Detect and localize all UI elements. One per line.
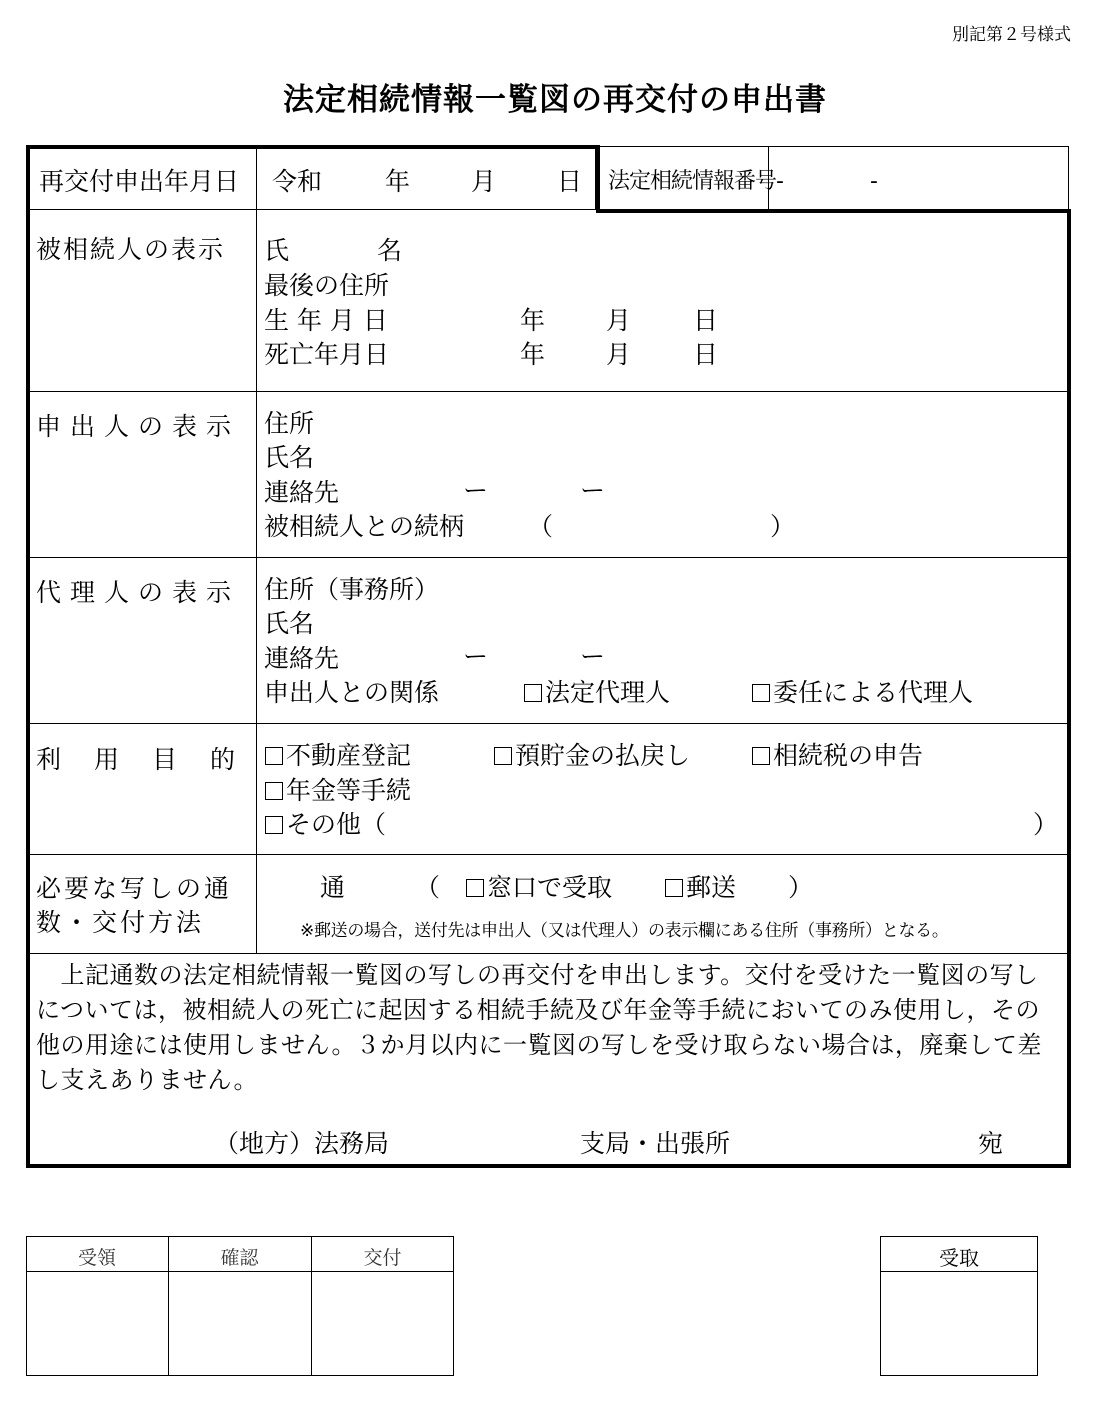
contact-dash: ー: [463, 642, 489, 671]
branch-label: 支局・出張所: [580, 1129, 731, 1158]
checkbox-delegated-agent[interactable]: [752, 678, 973, 708]
frame-step-horizontal: [596, 209, 1071, 213]
frame-top-left: [26, 145, 600, 149]
frame-step-vertical: [596, 145, 600, 213]
checkbox-pension[interactable]: [265, 776, 411, 806]
confirmed-stamp-area[interactable]: [169, 1272, 311, 1375]
decedent-death-label: 死亡年月日: [264, 340, 390, 369]
tax-label: 相続税の申告: [773, 741, 924, 770]
frame-bottom: [26, 1164, 1071, 1168]
agent-name: 氏名: [264, 609, 315, 638]
received-header: 受領: [77, 1247, 116, 1269]
row-sep: [30, 391, 1067, 392]
checkbox-window-pickup[interactable]: [466, 873, 612, 903]
applicant-relation: 被相続人との続柄: [264, 512, 465, 541]
issued-stamp-area[interactable]: [312, 1272, 453, 1375]
row-sep: [30, 557, 1067, 558]
pickup-stamp-area[interactable]: [881, 1272, 1037, 1375]
real-estate-label: 不動産登記: [286, 741, 412, 770]
checkbox-deposit[interactable]: [494, 741, 690, 771]
agent-relation: 申出人との関係: [264, 678, 440, 707]
copies-paren-close: ）: [788, 873, 814, 902]
copies-label-line2: 数・交付方法: [36, 908, 205, 937]
declaration-line: 上記通数の法定相続情報一覧図の写しの再交付を申出します。交付を受けた一覧図の写し: [36, 961, 1039, 989]
legal-agent-label: 法定代理人: [545, 678, 671, 707]
birth-month: 月: [606, 306, 632, 335]
checkbox-icon[interactable]: [524, 684, 542, 702]
declaration-line: については，被相続人の死亡に起因する相続手続及び年金等手続においてのみ使用し，その: [36, 996, 1041, 1024]
death-year: 年: [520, 340, 546, 369]
window-pickup-label: 窓口で受取: [487, 873, 613, 902]
checkbox-icon[interactable]: [265, 816, 283, 834]
checkbox-icon[interactable]: [752, 684, 770, 702]
row-sep: [30, 723, 1067, 724]
checkbox-icon[interactable]: [665, 879, 683, 897]
birth-day: 日: [693, 306, 719, 335]
row-sep: [30, 209, 596, 210]
bureau-label: （地方）法務局: [214, 1129, 390, 1158]
label-column-divider: [256, 149, 257, 953]
deposit-label: 預貯金の払戻し: [515, 741, 691, 770]
relation-paren-close: ）: [770, 512, 796, 541]
decedent-birth-label: 生 年 月 日: [264, 306, 388, 335]
applicant-contact: 連絡先: [264, 478, 340, 507]
contact-dash: ー: [580, 642, 606, 671]
applicant-name: 氏名: [264, 443, 315, 472]
era-label: 令和: [272, 167, 323, 196]
contact-dash: ー: [580, 476, 606, 505]
addressee-label: 宛: [978, 1129, 1004, 1158]
form-number: 別記第２号様式: [952, 25, 1071, 45]
issued-header: 交付: [363, 1247, 402, 1269]
checkbox-icon[interactable]: [265, 782, 283, 800]
other-label: その他（: [286, 810, 387, 839]
death-month: 月: [606, 340, 632, 369]
applicant-label: 申出人の表示: [36, 412, 241, 441]
copies-unit: 通: [320, 873, 346, 902]
checkbox-icon[interactable]: [494, 747, 512, 765]
confirmed-header: 確認: [220, 1247, 259, 1269]
applicant-address: 住所: [264, 409, 315, 438]
decedent-label: 被相続人の表示: [36, 235, 226, 264]
info-number-dash: -: [776, 169, 784, 194]
checkbox-real-estate[interactable]: [265, 741, 411, 771]
checkbox-icon[interactable]: [752, 747, 770, 765]
mail-label: 郵送: [686, 873, 737, 902]
checkbox-icon[interactable]: [466, 879, 484, 897]
day-label: 日: [557, 167, 583, 196]
declaration-line: 他の用途には使用しません。３か月以内に一覧図の写しを受け取らない場合は，廃棄して差: [36, 1031, 1042, 1059]
decedent-last-address: 最後の住所: [264, 271, 390, 300]
agent-address: 住所（事務所）: [264, 575, 440, 604]
row-sep: [30, 854, 1067, 855]
pickup-header: 受取: [939, 1246, 979, 1270]
death-day: 日: [693, 340, 719, 369]
purpose-label: 利 用 目 的: [36, 745, 240, 774]
frame-right: [1067, 209, 1071, 1168]
page-title: 法定相続情報一覧図の再交付の申出書: [283, 82, 827, 118]
pension-label: 年金等手続: [286, 776, 412, 805]
decedent-name-b: 名: [377, 236, 403, 265]
decedent-name-a: 氏: [264, 236, 290, 265]
agent-contact: 連絡先: [264, 644, 340, 673]
copies-paren-open: （: [415, 873, 441, 902]
frame-left: [26, 145, 30, 1168]
other-paren-close: ）: [1033, 810, 1059, 839]
year-label: 年: [385, 167, 411, 196]
contact-dash: ー: [463, 476, 489, 505]
info-number-dash: -: [870, 169, 878, 194]
checkbox-other[interactable]: [265, 810, 386, 840]
checkbox-tax[interactable]: [752, 741, 923, 771]
checkbox-mail[interactable]: [665, 873, 736, 903]
agent-label: 代理人の表示: [36, 578, 241, 607]
received-stamp-area[interactable]: [27, 1272, 168, 1375]
declaration-text: [36, 958, 1042, 1098]
relation-paren-open: （: [528, 512, 554, 541]
info-number-label: 法定相続情報番号: [608, 169, 777, 194]
month-label: 月: [471, 167, 497, 196]
mail-note: ※郵送の場合，送付先は申出人（又は代理人）の表示欄にある住所（事務所）となる。: [300, 921, 949, 941]
date-label: 再交付申出年月日: [39, 167, 240, 196]
checkbox-legal-agent[interactable]: [524, 678, 670, 708]
row-sep: [30, 953, 1067, 954]
birth-year: 年: [520, 306, 546, 335]
checkbox-icon[interactable]: [265, 747, 283, 765]
declaration-line: し支えありません。: [36, 1066, 258, 1094]
delegated-agent-label: 委任による代理人: [773, 678, 974, 707]
copies-label-line1: 必要な写しの通: [36, 874, 233, 903]
